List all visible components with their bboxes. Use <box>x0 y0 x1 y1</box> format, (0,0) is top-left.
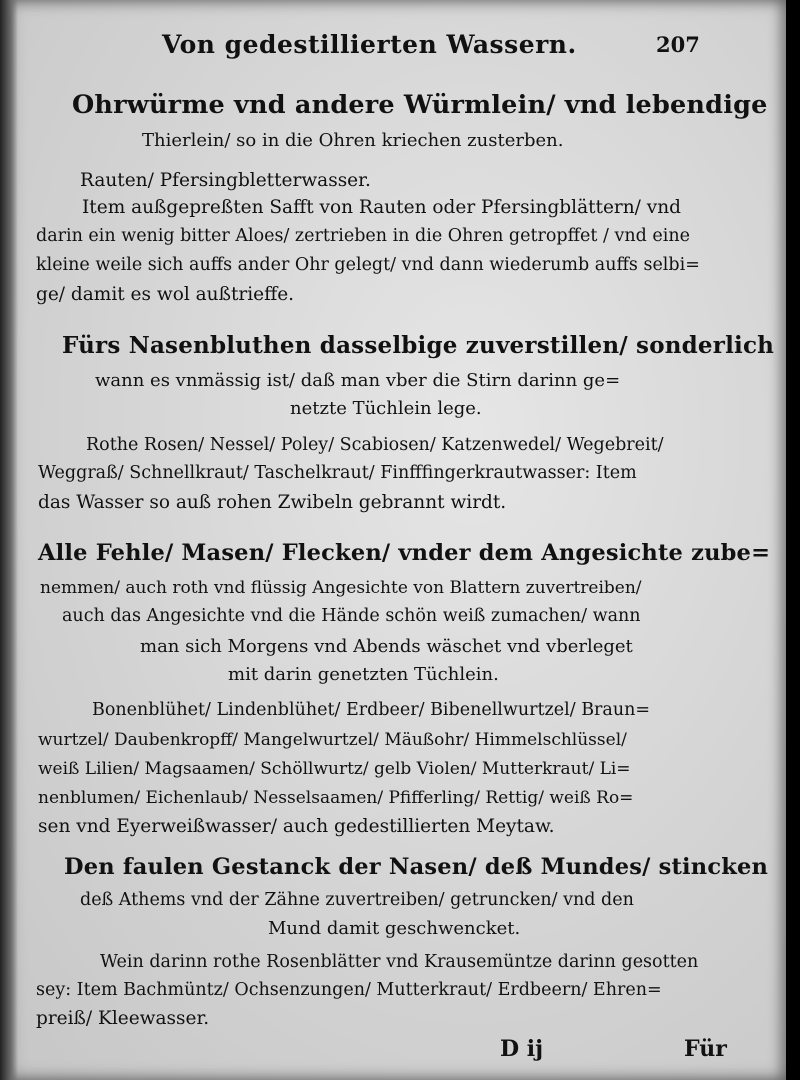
running-head: Von gedestillierten Wassern. <box>162 30 577 59</box>
section-1-body-line-5: ge/ damit es wol außtrieffe. <box>36 284 295 305</box>
section-2-body-line-2: Weggraß/ Schnellkraut/ Taschelkraut/ Finfffingerkrautwasser: Item <box>38 463 637 483</box>
section-3-heading-line-2: nemmen/ auch roth vnd flüssig Angesichte von Blattern zuvertreiben/ <box>40 578 642 598</box>
section-3-heading-line-1: Alle Fehle/ Masen/ Flecken/ vnder dem Angesichte zube= <box>38 540 771 566</box>
page-number: 207 <box>656 32 700 57</box>
section-4-heading-line-1: Den faulen Gestanck der Nasen/ deß Mundes/ stincken <box>64 854 769 880</box>
section-3-body-line-4: nenblumen/ Eichenlaub/ Nesselsaamen/ Pfifferling/ Rettig/ weiß Ro= <box>38 788 634 808</box>
section-3-heading-line-3: auch das Angesichte vnd die Hände schön weiß zumachen/ wann <box>62 606 641 626</box>
section-4-body-line-3: preiß/ Kleewasser. <box>36 1008 210 1029</box>
section-4-body-line-1: Wein darinn rothe Rosenblätter vnd Krausemüntze darinn gesotten <box>100 952 699 972</box>
section-3-heading-line-4: man sich Morgens vnd Abends wäschet vnd vberleget <box>140 636 633 657</box>
section-3-body-line-2: wurtzel/ Daubenkropff/ Mangelwurtzel/ Mäußohr/ Himmelschlüssel/ <box>38 730 627 750</box>
section-3-heading-line-5: mit darin genetzten Tüchlein. <box>228 664 499 685</box>
section-2-heading-line-3: netzte Tüchlein lege. <box>290 398 482 419</box>
gutter-shadow <box>0 0 18 1080</box>
section-1-body-line-1: Rauten/ Pfersingbletterwasser. <box>80 170 371 191</box>
catchword: Für <box>684 1036 727 1062</box>
section-3-body-line-1: Bonenblühet/ Lindenblühet/ Erdbeer/ Bibenellwurtzel/ Braun= <box>92 700 651 720</box>
section-2-heading-line-1: Fürs Nasenbluthen dasselbige zuverstillen/ sonderlich <box>62 332 775 359</box>
section-4-heading-line-2: deß Athems vnd der Zähne zuvertreiben/ getruncken/ vnd den <box>80 890 634 910</box>
section-1-heading-line-2: Thierlein/ so in die Ohren kriechen zusterben. <box>142 130 564 151</box>
section-1-body-line-4: kleine weile sich auffs ander Ohr gelegt/ vnd dann wiederumb auffs selbi= <box>36 255 700 275</box>
section-1-heading-line-1: Ohrwürme vnd andere Würmlein/ vnd lebendige <box>72 90 768 120</box>
signature-mark: D ij <box>500 1036 544 1062</box>
section-3-body-line-5: sen vnd Eyerweißwasser/ auch gedestillierten Meytaw. <box>38 816 555 837</box>
section-3-body-line-3: weiß Lilien/ Magsaamen/ Schöllwurtz/ gelb Violen/ Mutterkraut/ Li= <box>38 759 631 779</box>
section-2-body-line-1: Rothe Rosen/ Nessel/ Poley/ Scabiosen/ Katzenwedel/ Wegebreit/ <box>86 435 664 455</box>
section-1-body-line-3: darin ein wenig bitter Aloes/ zertrieben in die Ohren getropffet / vnd eine <box>36 226 690 246</box>
section-4-heading-line-3: Mund damit geschwencket. <box>268 918 521 939</box>
section-2-body-line-3: das Wasser so auß rohen Zwibeln gebrannt wirdt. <box>38 492 507 513</box>
section-4-body-line-2: sey: Item Bachmüntz/ Ochsenzungen/ Mutterkraut/ Erdbeern/ Ehren= <box>36 980 662 1000</box>
section-1-body-line-2: Item außgepreßten Safft von Rauten oder Pfersingblättern/ vnd <box>82 197 681 218</box>
section-2-heading-line-2: wann es vnmässig ist/ daß man vber die Stirn darinn ge= <box>95 370 621 391</box>
